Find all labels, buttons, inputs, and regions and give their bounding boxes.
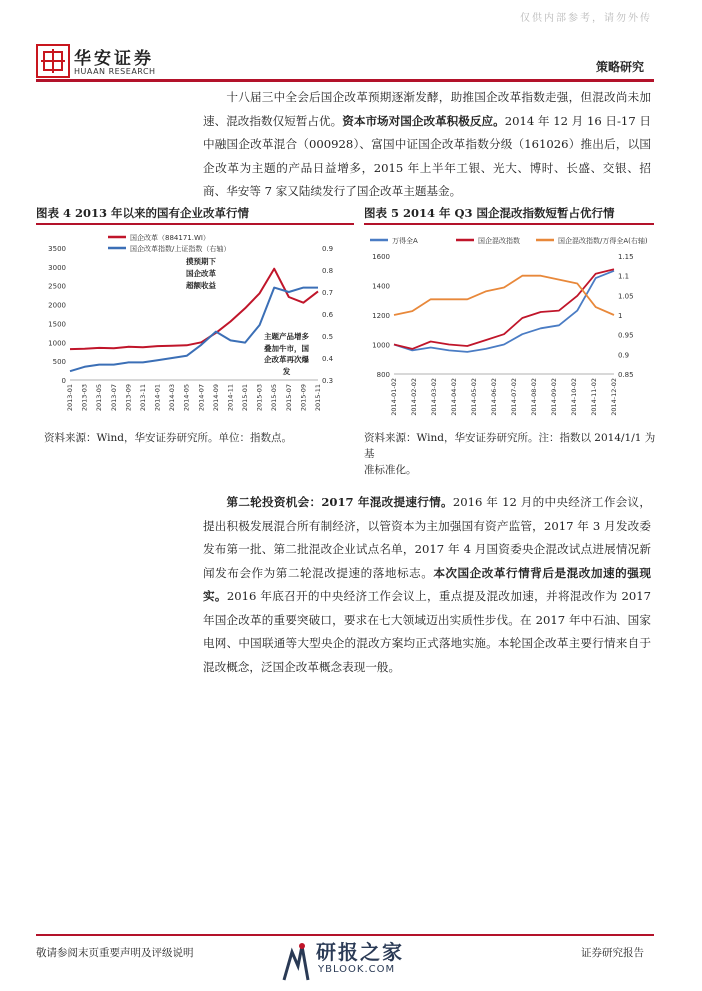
x-tick-label: 2014-09 xyxy=(211,384,220,412)
y-right-tick-label: 0.3 xyxy=(322,377,334,385)
annotation2-line: 发 xyxy=(282,366,291,376)
x-tick-label: 2013-07 xyxy=(109,384,118,412)
y-left-tick-label: 1200 xyxy=(372,312,390,320)
header-divider xyxy=(36,79,654,82)
x-tick-label: 2015-07 xyxy=(284,384,293,412)
y-right-tick-label: 0.85 xyxy=(618,371,634,379)
x-tick-label: 2015-09 xyxy=(299,384,308,412)
figure5-source-line: 资料来源：Wind，华安证券研究所。注：指数以 2014/1/1 为基 xyxy=(364,432,656,460)
figure4-title-underline xyxy=(36,223,354,225)
y-right-tick-label: 0.5 xyxy=(322,333,334,341)
watermark-text: 仅供内部参考，请勿外传 xyxy=(520,13,652,24)
series-line xyxy=(394,276,614,315)
y-left-tick-label: 2500 xyxy=(48,282,66,291)
legend-label: 国企混改指数 xyxy=(478,237,520,245)
x-tick-label: 2013-09 xyxy=(124,384,133,412)
x-tick-label: 2014-11-02 xyxy=(590,378,598,416)
y-left-tick-label: 0 xyxy=(61,377,66,385)
logo-mark-icon xyxy=(38,46,68,76)
annotation1-line: 摸预期下 xyxy=(186,257,216,266)
y-right-tick-label: 0.8 xyxy=(322,267,334,275)
figure5-title: 图表 5 2014 年 Q3 国企混改指数短暂占优行情 xyxy=(364,206,615,220)
annotation2-line: 企改革再次爆 xyxy=(264,355,309,364)
figure4-source: 资料来源：Wind，华安证券研究所。单位：指数点。 xyxy=(44,432,292,444)
y-left-tick-label: 500 xyxy=(52,358,66,367)
x-tick-label: 2013-05 xyxy=(95,384,104,412)
annotation2-line: 主题产品增多 xyxy=(264,332,309,341)
x-tick-label: 2015-01 xyxy=(241,384,250,412)
series-line xyxy=(394,271,614,352)
y-right-tick-label: 1 xyxy=(618,312,623,320)
x-tick-label: 2014-04-02 xyxy=(450,378,458,416)
x-tick-label: 2013-03 xyxy=(80,384,89,412)
x-tick-label: 2014-10-02 xyxy=(570,378,578,416)
x-tick-label: 2015-03 xyxy=(255,384,264,412)
y-right-tick-label: 0.7 xyxy=(322,289,334,297)
figure4-annotation-1 xyxy=(186,256,216,292)
series-line xyxy=(394,269,614,349)
legend-label: 万得全A xyxy=(392,237,418,245)
y-right-tick-label: 0.6 xyxy=(322,311,334,319)
para2-bold-2: 本次国企改革行情背后是混改加速的强现实。 xyxy=(203,565,651,603)
y-left-tick-label: 2000 xyxy=(48,301,66,310)
para2-text-2: 2016 年底召开的中央经济工作会议上，重点提及混改加速，并将混改作为 2017 年国企改革的重要突破口，要求在七大领域迈出实质性步伐。在 2017 年中石油、国家电网、中国联通等大型央企的混改方案均正式落地实施。本轮国企改革主要行情来自于混改概念，泛国企改革概念表现一般。 xyxy=(203,589,651,674)
y-right-tick-label: 0.4 xyxy=(322,355,334,363)
figure4-annotation-2 xyxy=(264,331,309,377)
legend-label: 国企改革（884171.WI） xyxy=(130,234,210,242)
logo-subtext: HUAAN RESEARCH xyxy=(74,67,156,76)
intro-bold-1: 资本市场对国企改革积极反应。 xyxy=(342,113,505,128)
y-right-tick-label: 1.1 xyxy=(618,272,630,281)
x-tick-label: 2014-12-02 xyxy=(610,378,618,416)
second-paragraph xyxy=(203,491,651,679)
y-right-tick-label: 0.9 xyxy=(322,245,334,253)
annotation1-line: 超额收益 xyxy=(186,281,216,290)
y-left-tick-label: 3500 xyxy=(48,245,66,253)
y-right-tick-label: 0.9 xyxy=(618,351,630,360)
x-tick-label: 2014-01 xyxy=(153,384,162,412)
x-tick-label: 2014-01-02 xyxy=(390,378,398,416)
x-tick-label: 2014-07-02 xyxy=(510,378,518,416)
site-name: 研报之家 xyxy=(316,940,404,964)
y-left-tick-label: 3000 xyxy=(48,263,66,272)
x-tick-label: 2014-03 xyxy=(168,384,177,412)
section-title: 策略研究 xyxy=(595,60,644,74)
annotation2-line: 叠加牛市，国 xyxy=(264,343,309,353)
x-tick-label: 2014-09-02 xyxy=(550,378,558,416)
y-left-tick-label: 1500 xyxy=(48,320,66,329)
y-left-tick-label: 1400 xyxy=(372,282,390,291)
logo-text: 华安证券 xyxy=(74,49,154,69)
figure5-source-line: 准标准化。 xyxy=(364,464,417,476)
intro-text-2: 2014 年 12 月 16 日-17 日中融国企改革混合（000928）、富国中证国企改革指数分级（161026）推出后，以国企改革为主题的产品日益增多，2015 年上半年工银、光大、博时、长盛、交银、招商、华安等 7 家又陆续发行了国企改革主题基金。 xyxy=(203,113,651,198)
figure5-chart xyxy=(364,228,656,423)
y-left-tick-label: 800 xyxy=(376,371,390,379)
x-tick-label: 2014-05-02 xyxy=(470,378,478,416)
y-left-tick-label: 1000 xyxy=(372,341,390,350)
footer-report-type: 证券研究报告 xyxy=(581,947,644,959)
y-right-tick-label: 1.15 xyxy=(618,253,634,261)
legend-label: 国企混改指数/万得全A(右轴) xyxy=(558,237,648,245)
site-logo-icon xyxy=(278,940,314,984)
x-tick-label: 2014-02-02 xyxy=(410,378,418,416)
x-tick-label: 2014-07 xyxy=(197,384,206,412)
x-tick-label: 2014-08-02 xyxy=(530,378,538,416)
para2-text-1: 2016 年 12 月的中央经济工作会议，提出积极发展混合所有制经济，以管资本为主加强国有资产监管，2017 年 3 月发改委发布第一批、第二批混改企业试点名单，2017 年 4 月国资委央企混改试点进展情况新闻发布会作为第二轮混改提速的落地标志。 xyxy=(203,495,651,580)
y-left-tick-label: 1000 xyxy=(48,339,66,348)
legend-label: 国企改革指数/上证指数（右轴） xyxy=(130,245,231,253)
footer-disclaimer: 敬请参阅末页重要声明及评级说明 xyxy=(36,947,194,959)
x-tick-label: 2013-01 xyxy=(66,384,74,412)
y-left-tick-label: 1600 xyxy=(372,253,390,261)
y-right-tick-label: 1.05 xyxy=(618,292,634,301)
logo-icon xyxy=(36,44,70,78)
intro-paragraph xyxy=(203,86,651,204)
x-tick-label: 2015-05 xyxy=(270,384,279,412)
site-domain: YBLOOK.COM xyxy=(318,964,396,975)
figure4-title: 图表 4 2013 年以来的国有企业改革行情 xyxy=(36,206,250,220)
figure5-source xyxy=(364,430,664,478)
intro-text-1: 十八届三中全会后国企改革预期逐渐发酵，助推国企改革指数走强，但混改尚未加速、混改指数仅短暂占优。 xyxy=(203,90,651,128)
x-tick-label: 2015-11 xyxy=(314,384,322,412)
figure5-title-underline xyxy=(364,223,654,225)
x-tick-label: 2014-03-02 xyxy=(430,378,438,416)
y-right-tick-label: 0.95 xyxy=(618,331,634,340)
x-tick-label: 2014-11 xyxy=(226,384,235,412)
para2-bold-1: 第二轮投资机会：2017 年混改提速行情。 xyxy=(226,495,453,509)
x-tick-label: 2013-11 xyxy=(138,384,147,412)
x-tick-label: 2014-06-02 xyxy=(490,378,498,416)
x-tick-label: 2014-05 xyxy=(182,384,191,412)
annotation1-line: 国企改革 xyxy=(186,269,216,278)
